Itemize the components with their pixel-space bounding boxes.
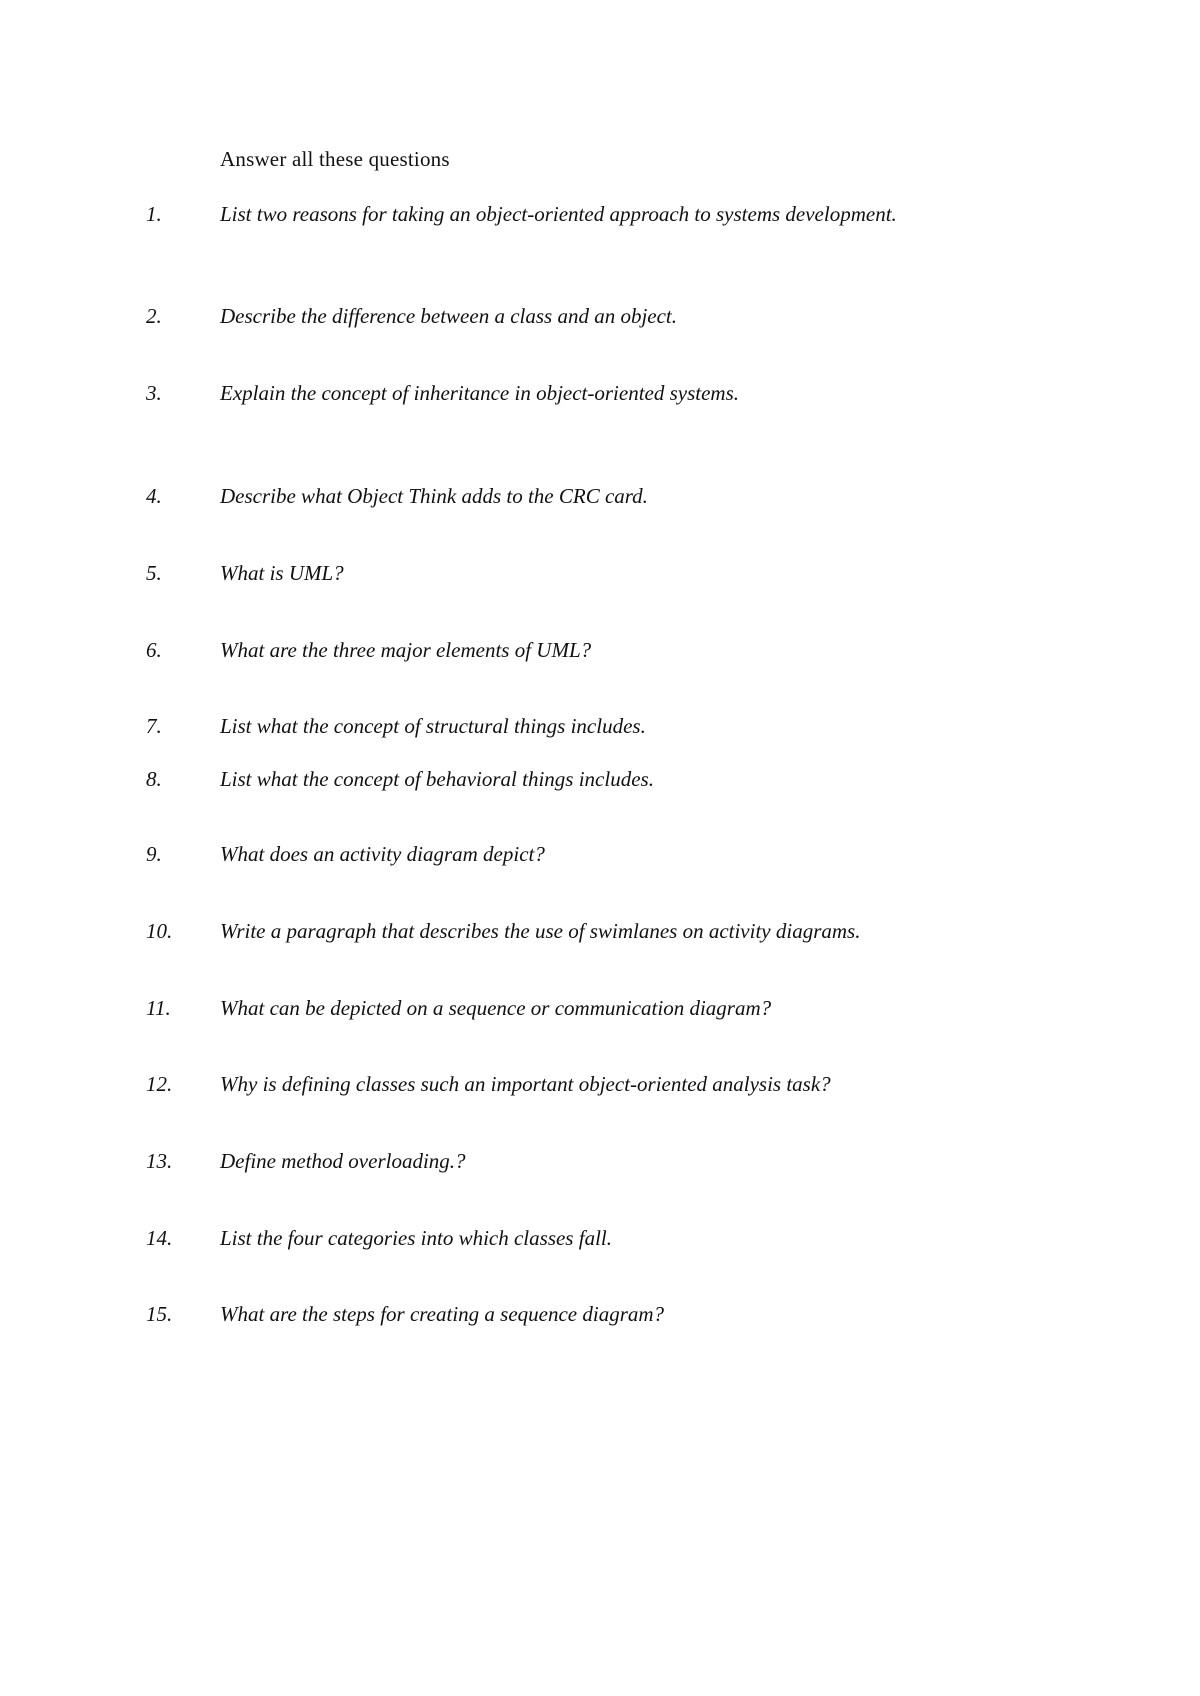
question-item — [0, 840, 1200, 868]
question-text: What are the steps for creating a sequence diagram? — [220, 1302, 665, 1326]
question-item — [0, 1224, 1200, 1252]
question-item — [0, 302, 1200, 330]
question-item — [0, 379, 1200, 407]
question-text: Why is defining classes such an important object-oriented analysis task? — [220, 1072, 831, 1096]
question-number: 12. — [146, 1072, 173, 1096]
question-number: 8. — [146, 767, 162, 791]
question-number: 4. — [146, 484, 162, 508]
question-text: What can be depicted on a sequence or communication diagram? — [220, 996, 772, 1020]
question-text: What is UML? — [220, 561, 344, 585]
question-text: Write a paragraph that describes the use of swimlanes on activity diagrams. — [220, 919, 861, 943]
question-number: 9. — [146, 842, 162, 866]
question-item — [0, 994, 1200, 1022]
instruction-text: Answer all these questions — [220, 147, 450, 171]
question-text: What does an activity diagram depict? — [220, 842, 545, 866]
question-text: Describe what Object Think adds to the CRC card. — [220, 484, 648, 508]
question-item — [0, 482, 1200, 510]
question-number: 1. — [146, 202, 162, 226]
question-item — [0, 1070, 1200, 1098]
question-number: 3. — [146, 381, 162, 405]
question-text: What are the three major elements of UML? — [220, 638, 592, 662]
question-item — [0, 712, 1200, 740]
question-item — [0, 1300, 1200, 1328]
question-item — [0, 200, 1200, 228]
question-text: Describe the difference between a class and an object. — [220, 304, 678, 328]
question-item — [0, 636, 1200, 664]
question-number: 5. — [146, 561, 162, 585]
question-text: List the four categories into which classes fall. — [220, 1226, 612, 1250]
question-number: 15. — [146, 1302, 173, 1326]
question-text: List two reasons for taking an object-oriented approach to systems development. — [220, 202, 897, 226]
question-text: Explain the concept of inheritance in object-oriented systems. — [220, 381, 740, 405]
question-number: 10. — [146, 919, 173, 943]
question-text: Define method overloading.? — [220, 1149, 466, 1173]
question-item — [0, 559, 1200, 587]
question-item — [0, 917, 1200, 945]
question-number: 14. — [146, 1226, 173, 1250]
question-item — [0, 765, 1200, 793]
question-item — [0, 1147, 1200, 1175]
question-number: 2. — [146, 304, 162, 328]
question-number: 11. — [146, 996, 171, 1020]
question-text: List what the concept of structural things includes. — [220, 714, 646, 738]
question-number: 13. — [146, 1149, 173, 1173]
question-text: List what the concept of behavioral things includes. — [220, 767, 654, 791]
question-number: 7. — [146, 714, 162, 738]
question-number: 6. — [146, 638, 162, 662]
